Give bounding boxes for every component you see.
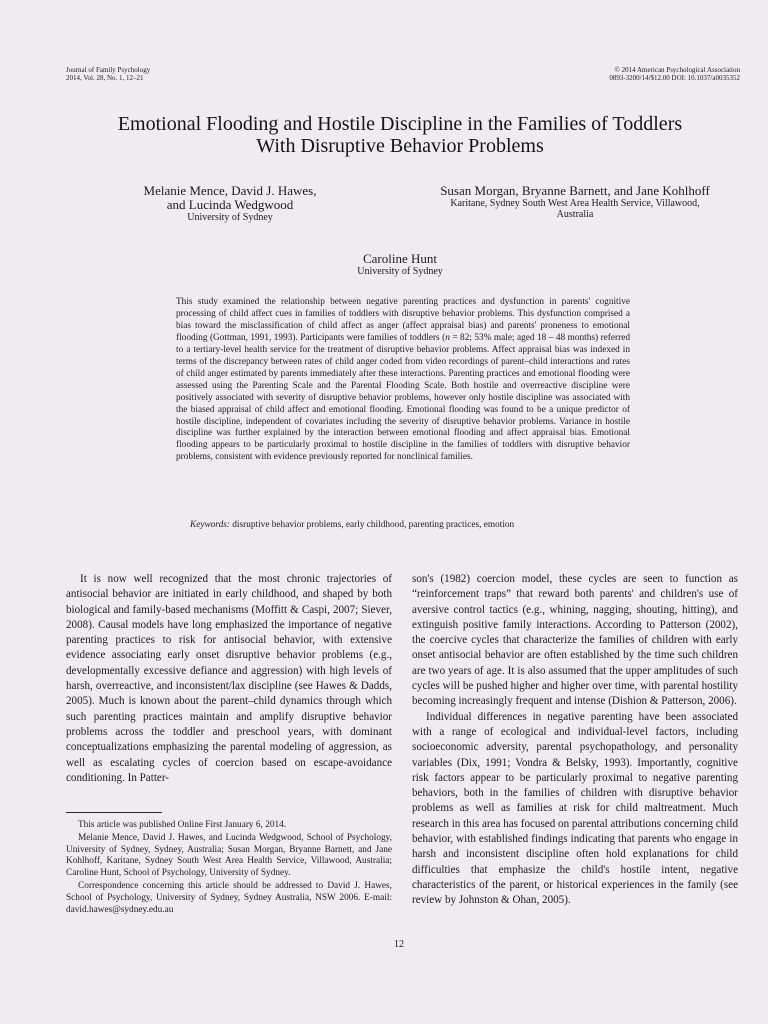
author-block-right	[402, 184, 748, 220]
abstract-text	[176, 297, 630, 464]
footnote: Correspondence concerning this article should be addressed to David J. Hawes, School of Psychology, University of Sydney, Sydney Australia, NSW 2006. E-mail: david.hawes@sydney.edu.au	[66, 880, 392, 915]
author-block-left	[100, 184, 360, 223]
author-affiliation-2: Australia	[556, 209, 594, 220]
author-names: Caroline Hunt	[362, 251, 437, 266]
running-header-left	[66, 66, 150, 82]
journal-name: Journal of Family Psychology	[66, 66, 151, 74]
keywords-text: disruptive behavior problems, early childhood, parenting practices, emotion	[229, 520, 515, 530]
abstract-part-1: This study examined the relationship between negative parenting practices and dysfunction in parents' cognitive processing of child affect cues in families of toddlers with disruptive behavior problems. This dysfunction comprised a bias toward the misclassification of child affect as anger (affect appraisal bias) and parents' proneness to emotional flooding (Gottman, 1991, 1993). Participants were families of toddlers (	[176, 297, 630, 343]
author-names: Susan Morgan, Bryanne Barnett, and Jane Kohlhoff	[440, 183, 710, 198]
abstract	[176, 297, 630, 464]
author-affiliation-1: Karitane, Sydney South West Area Health Service, Villawood,	[450, 198, 700, 209]
body-column-left	[66, 572, 392, 786]
journal-volume: 2014, Vol. 28, No. 1, 12–21	[66, 74, 144, 82]
keywords	[176, 519, 630, 531]
abstract-part-2: = 82; 53% male; aged 18 – 48 months) referred to a tertiary-level health service for the treatment of disruptive behavior problems. Affect appraisal bias was indexed in terms of the discrepancy between rates of child anger coded from video recordings of parent–child interactions and rates of child anger estimated by parents immediately after these interactions. Parenting practices and emotional flooding were assessed using the Parenting Scale and the Parental Flooding Scale. Both hostile and overreactive discipline were positively associated with severity of disruptive behavior problems, however only hostile discipline was associated with the biased appraisal of child affect and emotional flooding. Emotional flooding was found to be a unique predictor of hostile discipline, independent of covariates including the severity of disruptive behavior problems. Variance in hostile discipline was further explained by the interaction between emotional flooding and affect appraisal bias. Emotional flooding appears to be particularly proximal to hostile discipline in the families of toddlers with disruptive behavior problems, consistent with evidence previously reported for nonclinical families.	[176, 332, 630, 463]
author-block-center	[250, 252, 550, 277]
footnotes	[66, 820, 392, 917]
author-names-2: and Lucinda Wedgwood	[166, 197, 294, 212]
body-column-right	[412, 572, 738, 909]
body-paragraph: son's (1982) coercion model, these cycles are seen to function as “reinforcement traps” that reward both parents' and children's use of aversive control tactics (e.g., whining, nagging, shouting, hitting), and extinguish positive family interactions. According to Patterson (2002), the coercive cycles that characterize the families of children with early onset antisocial behavior are often established by the time such children are two years of age. It is also assumed that the upper amplitudes of such cycles will be pushed higher and higher over time, with parental hostility becoming increasingly frequent and intense (Dishion & Patterson, 2006).	[412, 573, 738, 708]
keywords-label: Keywords:	[190, 520, 230, 530]
doi-line: 0893-3200/14/$12.00 DOI: 10.1037/a0035352	[609, 74, 740, 82]
footnote: Melanie Mence, David J. Hawes, and Lucinda Wedgwood, School of Psychology, University of Sydney, Sydney, Australia; Susan Morgan, Bryanne Barnett, and Jane Kohlhoff, Karitane, Sydney South West Area Health Service, Villawood, Australia; Caroline Hunt, School of Psychology, University of Sydney.	[66, 832, 392, 879]
footnote: This article was published Online First January 6, 2014.	[78, 820, 287, 830]
author-affiliation: University of Sydney	[357, 266, 443, 277]
article-title	[60, 113, 740, 157]
footnote-divider	[66, 812, 162, 813]
sample-size-symbol: n	[445, 332, 450, 343]
body-paragraph: Individual differences in negative parenting have been associated with a range of ecological and individual-level factors, including socioeconomic adversity, parental psychopathology, and personality variables (Dix, 1991; Vondra & Belsky, 1993). Importantly, cognitive risk factors appear to be particularly proximal to negative parenting behaviors, both in the families of children with disruptive behavior problems as well as families at risk for child maltreatment. Much research in this area has focused on parental attributions concerning child behavior, with established findings indicating that parents who engage in harsh and inconsistent discipline often hold explanations for child difficulties that emphasize the child's hostile intent, negative characteristics of the parent, or historical experiences in the family (see review by Johnston & Ohan, 2005).	[412, 710, 738, 907]
title-line-2: With Disruptive Behavior Problems	[256, 135, 544, 157]
running-header-right	[609, 66, 740, 82]
author-names-1: Melanie Mence, David J. Hawes,	[143, 183, 317, 198]
copyright-line: © 2014 American Psychological Association	[614, 66, 740, 74]
page-number: 12	[394, 939, 404, 950]
author-affiliation: University of Sydney	[187, 212, 273, 223]
title-line-1: Emotional Flooding and Hostile Discipline in the Families of Toddlers	[117, 113, 683, 135]
body-paragraph: It is now well recognized that the most chronic trajectories of antisocial behavior are initiated in early childhood, and shaped by both biological and family-based mechanisms (Moffitt & Caspi, 2007; Siever, 2008). Causal models have long emphasized the importance of negative parenting practices to risk for antisocial behavior, with extensive evidence associating early onset disruptive behavior problems (e.g., developmentally excessive defiance and aggression) with high levels of harsh, overreactive, and inconsistent/lax discipline (see Hawes & Dadds, 2005). Much is known about the parent–child dynamics through which such parenting practices maintain and amplify disruptive behavior problems across the toddler and preschool years, with dominant conceptualizations emphasizing the parental modeling of aggression, as well as escalating cycles of coercion based on escape-avoidance conditioning. In Patter-	[66, 573, 392, 784]
